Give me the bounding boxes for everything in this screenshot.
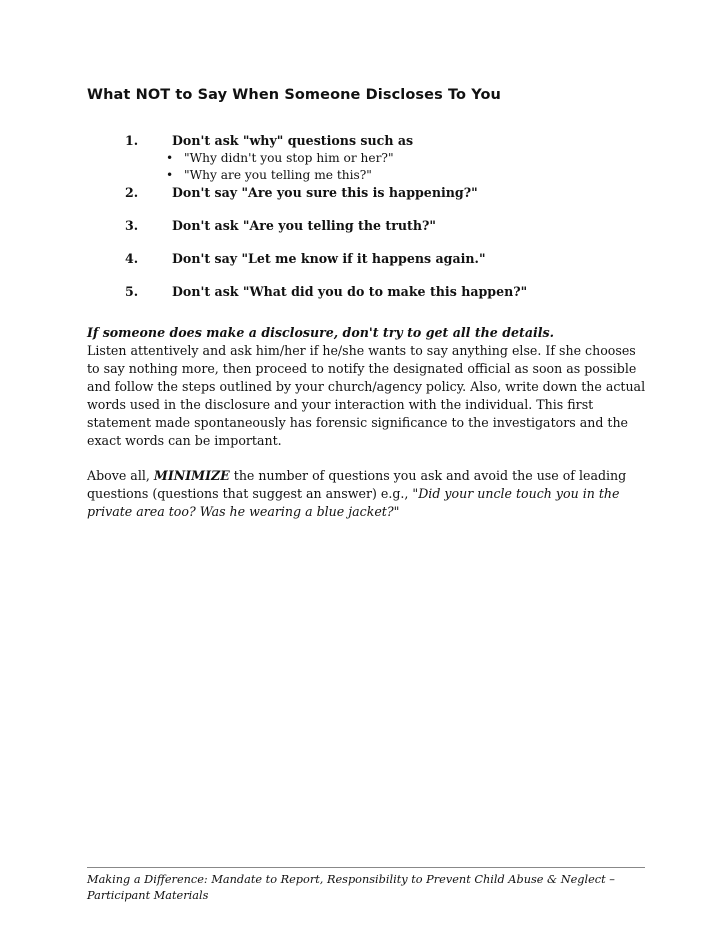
list-item (125, 283, 645, 301)
list-item-number: 4. (125, 251, 139, 266)
example-item (166, 167, 645, 184)
list-item-text: Don't say "Let me know if it happens again." (172, 251, 486, 266)
minimize-lead: Above all, (87, 468, 154, 483)
page-footer (87, 872, 647, 904)
page-title: What NOT to Say When Someone Discloses To You (87, 87, 501, 103)
disclosure-heading: If someone does make a disclosure, don't try to get all the details. (87, 325, 555, 340)
footer-divider (87, 867, 645, 868)
list-item (125, 132, 645, 184)
rule-list (125, 132, 645, 301)
disclosure-paragraph (87, 324, 647, 450)
list-item-text: Don't ask "What did you do to make this happen?" (172, 284, 528, 299)
list-item-text: Don't ask "Are you telling the truth?" (172, 218, 436, 233)
list-item-number: 5. (125, 284, 139, 299)
example-item (166, 150, 645, 167)
bullet-icon: • (166, 168, 174, 182)
list-item-number: 2. (125, 185, 139, 200)
bullet-icon: • (166, 151, 174, 165)
list-item (125, 217, 645, 235)
footer-line-1: Making a Difference: Mandate to Report, Responsibility to Prevent Child Abuse & Neglect – (87, 873, 615, 886)
list-item-text: Don't ask "why" questions such as (172, 133, 414, 148)
example-text: "Why are you telling me this?" (184, 168, 372, 182)
list-item-text: Don't say "Are you sure this is happening?" (172, 185, 478, 200)
minimize-paragraph (87, 467, 647, 521)
leading-question-example: "Did your uncle touch you in the private area too? Was he wearing a blue jacket?" (87, 486, 620, 519)
list-item (125, 184, 645, 202)
list-item (125, 250, 645, 268)
example-text: "Why didn't you stop him or her?" (184, 151, 394, 165)
list-item-number: 3. (125, 218, 139, 233)
minimize-emphasis: MINIMIZE (153, 468, 230, 483)
minimize-middle: the number of questions you ask and avoid the use of leading questions (questions that suggest an answer) e.g., (87, 468, 627, 501)
example-list (125, 150, 645, 184)
disclosure-body: Listen attentively and ask him/her if he/she wants to say anything else. If she chooses to say nothing more, then proceed to notify the designated official as soon as possible and follow the steps outlined by your church/agency policy. Also, write down the actual words used in the disclosure and your interaction with the individual. This first statement made spontaneously has forensic significance to the investigators and the exact words can be important. (87, 343, 646, 448)
list-item-number: 1. (125, 133, 139, 148)
footer-line-2: Participant Materials (87, 889, 209, 902)
